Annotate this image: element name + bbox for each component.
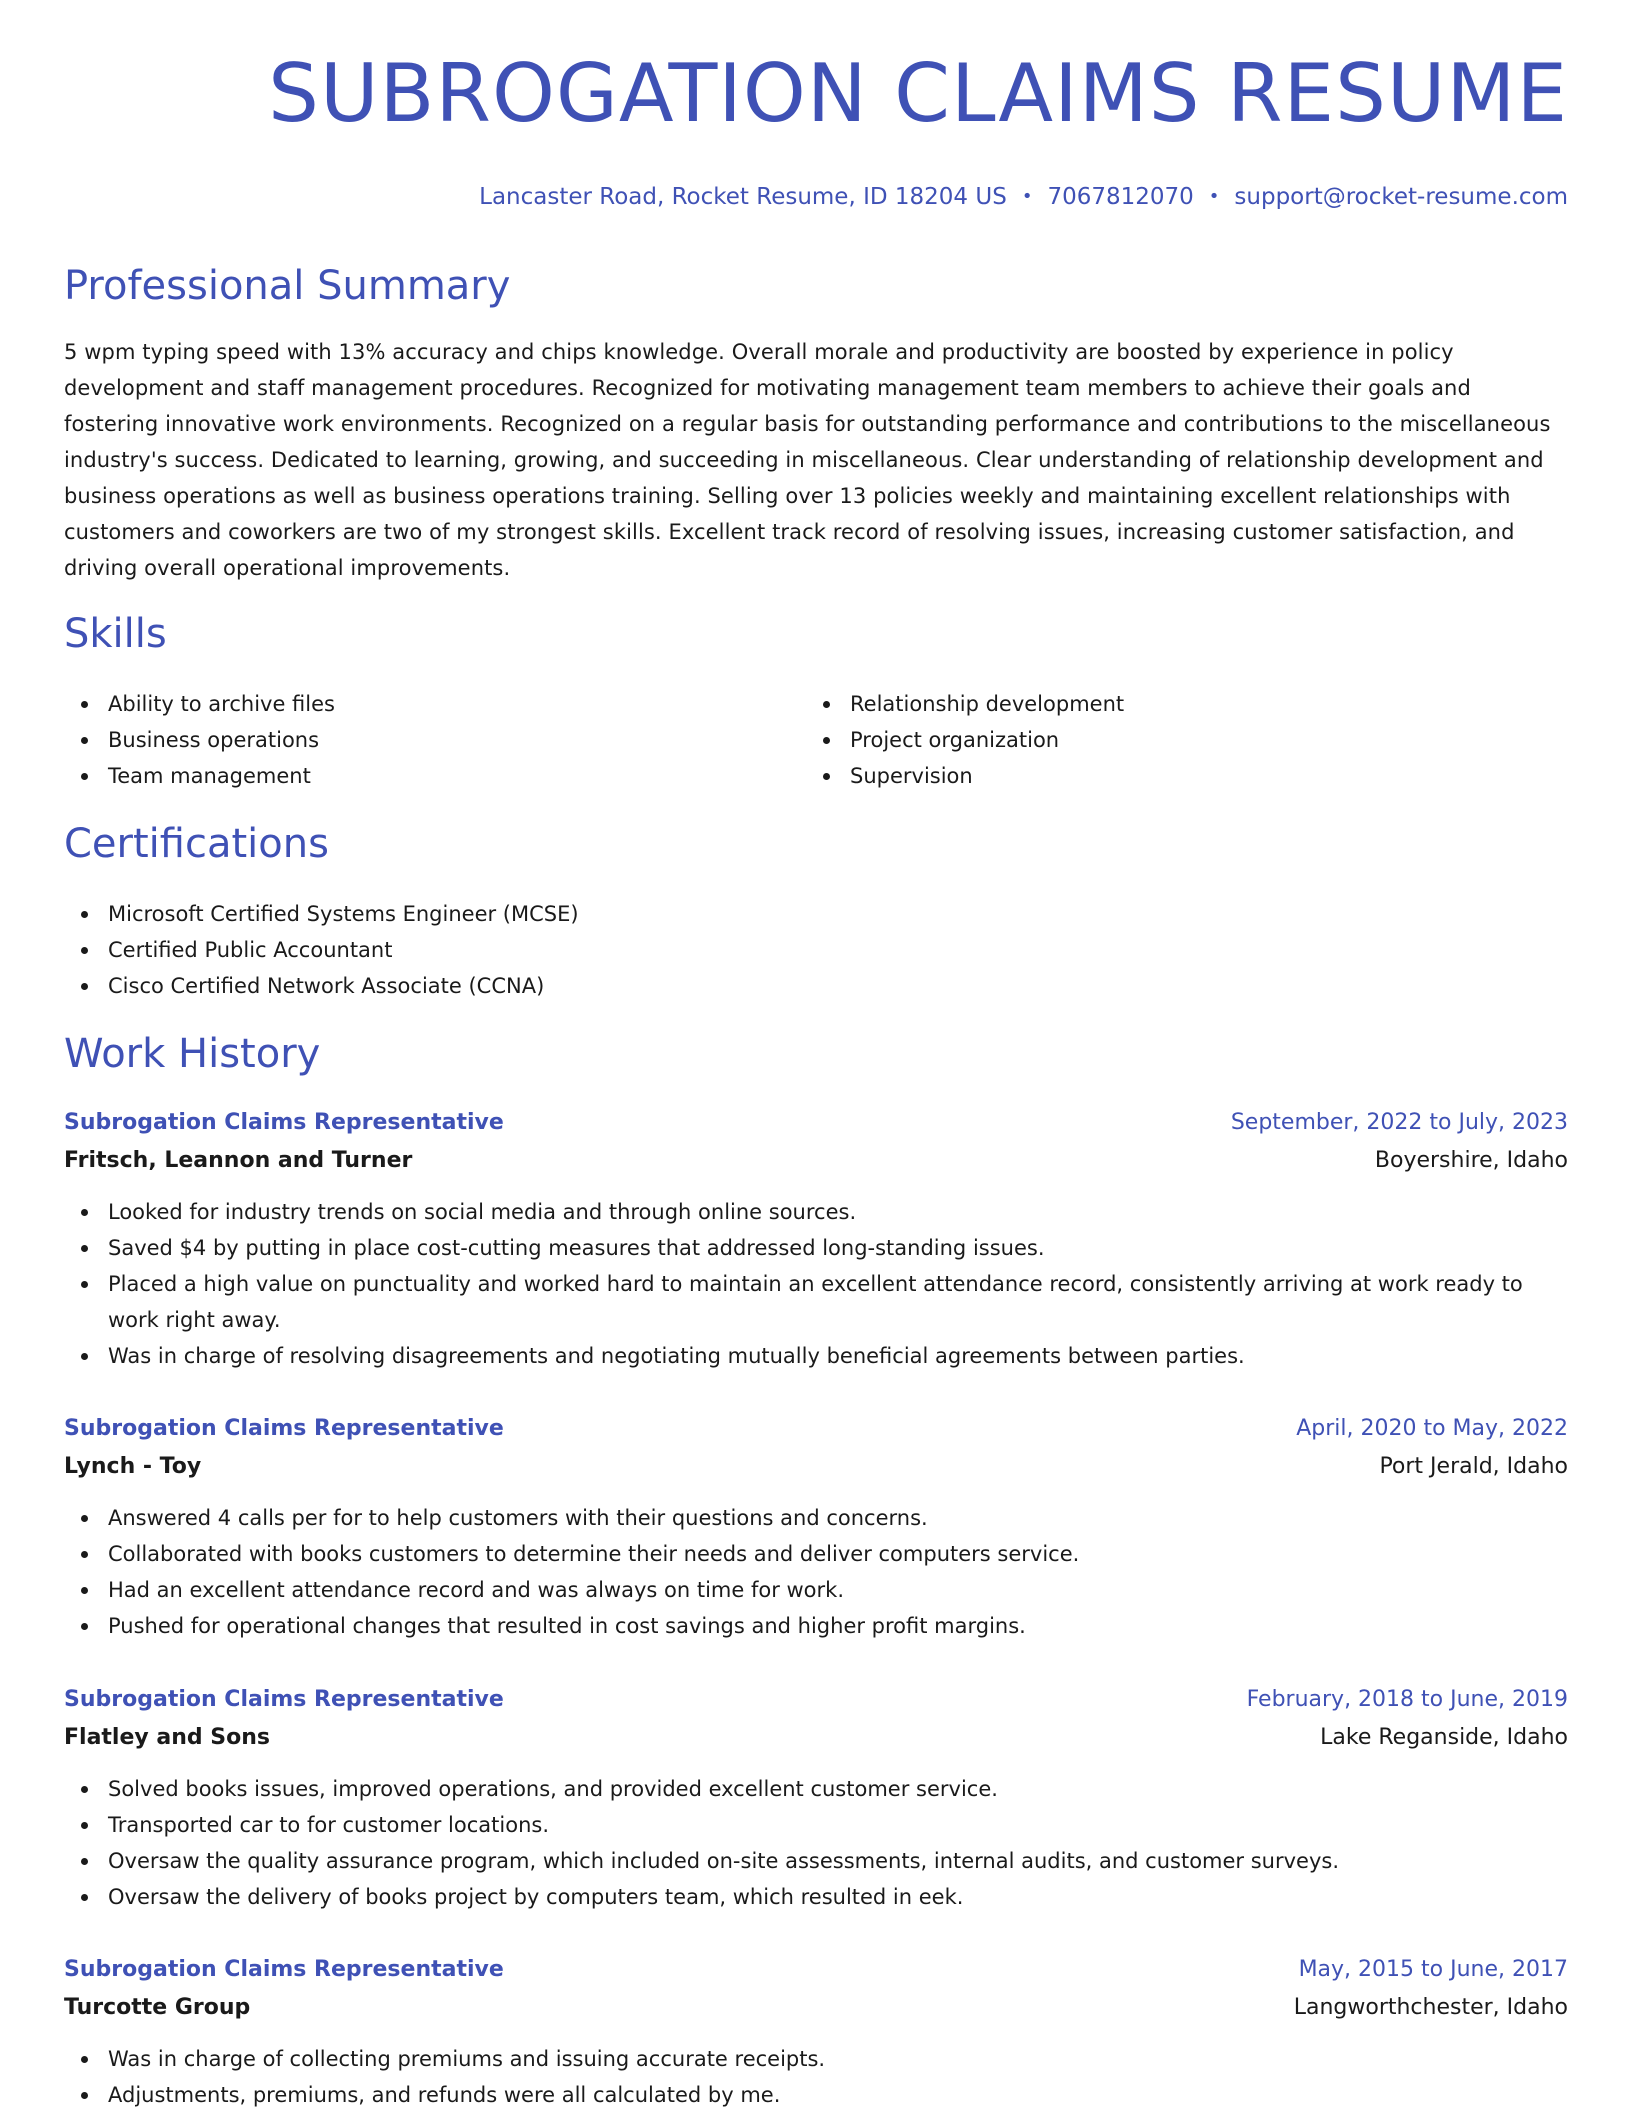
job-bullet: Adjustments, premiums, and refunds were all calculated by me. bbox=[64, 2077, 1568, 2113]
job-bullet: Oversaw the delivery of books project by computers team, which resulted in eek. bbox=[64, 1879, 1568, 1915]
job-company: Lynch - Toy bbox=[64, 1454, 202, 1479]
skill-item: Relationship development bbox=[806, 686, 1546, 722]
certification-item: Certified Public Accountant bbox=[64, 932, 1568, 968]
job-dates: May, 2015 to June, 2017 bbox=[1298, 1957, 1568, 1982]
skill-item: Team management bbox=[64, 758, 804, 794]
summary-heading: Professional Summary bbox=[64, 263, 511, 309]
summary-text: 5 wpm typing speed with 13% accuracy and chips knowledge. Overall morale and productivity are boosted by experience in policy development and staff management procedures. Recognized for motivating management team members to achieve their goals and fostering innovative work environments. Recognized on a regular basis for outstanding performance and contributions to the miscellaneous industry's success. Dedicated to learning, growing, and succeeding in miscellaneous. Clear understanding of relationship development and business operations as well as business operations training. Selling over 13 policies weekly and maintaining excellent relationships with customers and coworkers are two of my strongest skills. Excellent track record of resolving issues, increasing customer satisfaction, and driving overall operational improvements. bbox=[64, 340, 1551, 580]
job-bullet: Oversaw the quality assurance program, which included on-site assessments, internal audits, and customer surveys. bbox=[64, 1843, 1568, 1879]
job-title: Subrogation Claims Representative bbox=[64, 1110, 504, 1135]
job-bullet: Collaborated with books customers to determine their needs and deliver computers service. bbox=[64, 1536, 1568, 1572]
skills-heading: Skills bbox=[64, 611, 167, 657]
contact-phone[interactable]: 7067812070 bbox=[1047, 184, 1194, 210]
job-title: Subrogation Claims Representative bbox=[64, 1687, 504, 1712]
work-history-heading: Work History bbox=[64, 1031, 321, 1077]
skills-column-right bbox=[806, 686, 1546, 794]
job-entry bbox=[64, 1410, 1568, 1644]
job-bullet: Was in charge of resolving disagreements and negotiating mutually beneficial agreements between parties. bbox=[64, 1338, 1568, 1374]
job-bullet: Saved $4 by putting in place cost-cutting measures that addressed long-standing issues. bbox=[64, 1230, 1568, 1266]
job-company: Fritsch, Leannon and Turner bbox=[64, 1148, 413, 1173]
job-location: Langworthchester, Idaho bbox=[1293, 1995, 1568, 2020]
job-bullet: Looked for industry trends on social media and through online sources. bbox=[64, 1194, 1568, 1230]
skill-item: Ability to archive files bbox=[64, 686, 804, 722]
job-dates: April, 2020 to May, 2022 bbox=[1296, 1416, 1568, 1441]
skill-item: Supervision bbox=[806, 758, 1546, 794]
job-dates: February, 2018 to June, 2019 bbox=[1246, 1687, 1568, 1712]
job-bullet: Placed a high value on punctuality and worked hard to maintain an excellent attendance record, consistently arriving at work ready to work right away. bbox=[64, 1266, 1568, 1338]
job-title: Subrogation Claims Representative bbox=[64, 1957, 504, 1982]
contact-address: Lancaster Road, Rocket Resume, ID 18204 US bbox=[479, 184, 1007, 210]
certification-item: Cisco Certified Network Associate (CCNA) bbox=[64, 968, 1568, 1004]
certifications-heading: Certifications bbox=[64, 821, 329, 867]
certification-item: Microsoft Certified Systems Engineer (MCSE) bbox=[64, 896, 1568, 932]
job-title: Subrogation Claims Representative bbox=[64, 1416, 504, 1441]
skills-column-left bbox=[64, 686, 804, 794]
job-bullet: Transported car to for customer locations. bbox=[64, 1807, 1568, 1843]
job-entry bbox=[64, 1104, 1568, 1374]
job-location: Lake Reganside, Idaho bbox=[1320, 1725, 1568, 1750]
job-entry bbox=[64, 1951, 1568, 2113]
job-company: Turcotte Group bbox=[64, 1995, 251, 2020]
job-bullet: Had an excellent attendance record and was always on time for work. bbox=[64, 1572, 1568, 1608]
job-bullet: Was in charge of collecting premiums and issuing accurate receipts. bbox=[64, 2041, 1568, 2077]
job-location: Port Jerald, Idaho bbox=[1379, 1454, 1568, 1479]
skill-item: Project organization bbox=[806, 722, 1546, 758]
job-bullet: Solved books issues, improved operations, and provided excellent customer service. bbox=[64, 1771, 1568, 1807]
skill-item: Business operations bbox=[64, 722, 804, 758]
separator-dot-icon: • bbox=[1021, 186, 1033, 207]
job-bullet: Answered 4 calls per for to help customers with their questions and concerns. bbox=[64, 1500, 1568, 1536]
resume-title: SUBROGATION CLAIMS RESUME bbox=[268, 47, 1568, 140]
contact-email[interactable]: support@rocket-resume.com bbox=[1234, 184, 1568, 210]
contact-line bbox=[479, 182, 1568, 212]
job-company: Flatley and Sons bbox=[64, 1725, 271, 1750]
job-bullet: Pushed for operational changes that resulted in cost savings and higher profit margins. bbox=[64, 1608, 1568, 1644]
separator-dot-icon: • bbox=[1208, 186, 1220, 207]
job-dates: September, 2022 to July, 2023 bbox=[1230, 1110, 1568, 1135]
job-location: Boyershire, Idaho bbox=[1374, 1148, 1568, 1173]
job-entry bbox=[64, 1681, 1568, 1915]
certifications-list bbox=[64, 896, 1568, 1004]
